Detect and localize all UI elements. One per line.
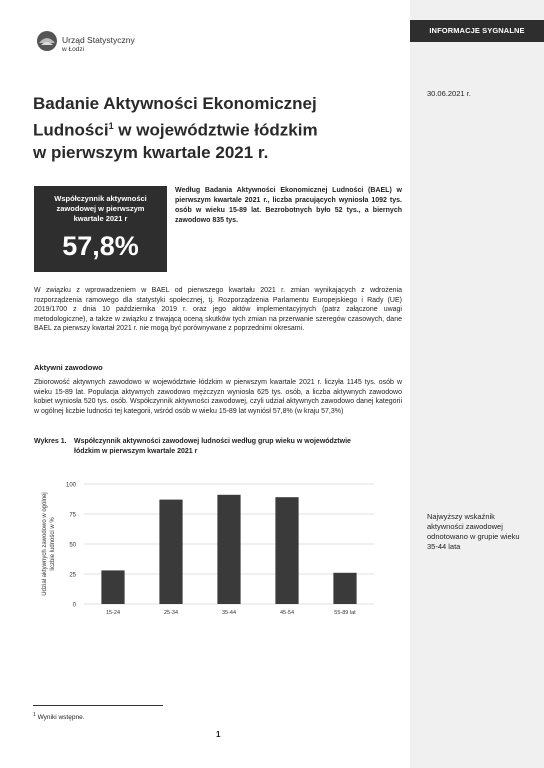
title-line-1: Badanie Aktywności Ekonomicznej: [33, 94, 317, 113]
y-axis-label-line-1: Udział aktywnych zawodowo w ogólnej: [42, 492, 48, 596]
y-tick-label: 25: [69, 572, 76, 579]
chart-caption-number: Wykres 1.: [34, 438, 67, 445]
logo-icon: [36, 30, 58, 52]
y-tick-label: 50: [69, 542, 76, 549]
x-tick-label: 55-89 lat: [334, 610, 356, 616]
footnote-text: Wyniki wstępne.: [35, 714, 85, 722]
y-tick-label: 100: [65, 482, 76, 489]
lead-paragraph: Według Badania Aktywności Ekonomicznej Ludności (BAEL) w pierwszym kwartale 2021 r., liczba pracujących wyniosła 1092 tys. osób w wieku 15-89 lat. Bezrobotnych było 52 tys., a biernych zawodowo 835 tys.: [175, 187, 402, 224]
bar: [101, 570, 124, 604]
y-axis-label-line-2: liczbie ludności w %: [50, 517, 56, 571]
sidebar-panel: [410, 0, 544, 768]
y-tick-label: 0: [72, 602, 76, 609]
methodology-paragraph: W związku z wprowadzeniem w BAEL od pierwszego kwartału 2021 r. zmian wynikających z wdrożenia rozporządzenia ramowego dla statystyki społecznej, tj. Rozporządzenia Parlamentu Europejskiego i Rady (UE) 2019/1700 z dnia 10 października 2019 r. oraz jego aktów implementacyjnych (patrz załączone uwagi metodologiczne), a także w związku z trwającą oceną skutków tych zmian na przerwanie szeregów czasowych, dane BAEL za pierwszy kwartał 2021 r. nie mogą być porównywane z poprzednimi okresami.: [34, 287, 402, 333]
office-logo: [36, 30, 176, 70]
page-number: 1: [216, 730, 221, 739]
x-tick-label: 15-24: [105, 610, 121, 616]
kpi-box: [34, 186, 167, 272]
x-tick-label: 45-54: [279, 610, 295, 616]
title-line-3: w pierwszym kwartale 2021 r.: [33, 142, 269, 162]
publication-type-tag: INFORMACJE SYGNALNE: [410, 20, 544, 42]
y-tick-label: 75: [69, 512, 76, 519]
title-line-2a: Ludności: [33, 120, 109, 140]
chart-caption: [34, 437, 404, 457]
x-tick-label: 35-44: [221, 610, 237, 616]
footnote-divider: [33, 705, 163, 706]
title-footnote-ref[interactable]: 1: [108, 121, 114, 131]
logo-subtitle: w Łodzi: [62, 46, 85, 53]
bar: [275, 497, 298, 604]
title-line-2b: w województwie łódzkim: [113, 120, 318, 140]
active-population-paragraph: Zbiorowość aktywnych zawodowo w województwie łódzkim w pierwszym kwartale 2021 r. liczyła 1145 tys. osób w wieku 15-89 lat. Populacja aktywnych zawodowo mężczyzn wyniosła 625 tys. osób, a liczba aktywnych zawodowo kobiet wyniosła 520 tys. osób. Współczynnik aktywności zawodowej, czyli udział aktywnych zawodowo danej kategorii w ogólnej liczbie ludności tej kategorii, wśród osób w wieku 15-89 lat wyniósł 57,8% (w kraju 57,3%): [34, 379, 402, 415]
footnote-marker: 1: [33, 712, 36, 718]
bar: [217, 495, 240, 604]
bar: [333, 573, 356, 604]
publication-date: 30.06.2021 r.: [427, 89, 471, 98]
kpi-value: 57,8%: [62, 231, 139, 261]
section-heading: Aktywni zawodowo: [34, 363, 103, 372]
logo-name: Urząd Statystyczny: [62, 35, 135, 45]
bar: [159, 500, 182, 604]
chart-caption-line-2: łódzkim w pierwszym kwartale 2021 r: [74, 448, 198, 455]
x-tick-label: 25-34: [163, 610, 179, 616]
kpi-label: Współczynnik aktywności zawodowej w pierwszym kwartale 2021 r: [54, 194, 147, 223]
page-title: [33, 93, 383, 164]
bar-chart: [34, 468, 414, 648]
footnote: [33, 712, 85, 721]
side-note: Najwyższy wskaźnik aktywności zawodowej odnotowano w grupie wieku 35-44 lata: [427, 512, 520, 551]
chart-caption-line-1: Współczynnik aktywności zawodowej ludności według grup wieku w województwie: [74, 438, 351, 445]
